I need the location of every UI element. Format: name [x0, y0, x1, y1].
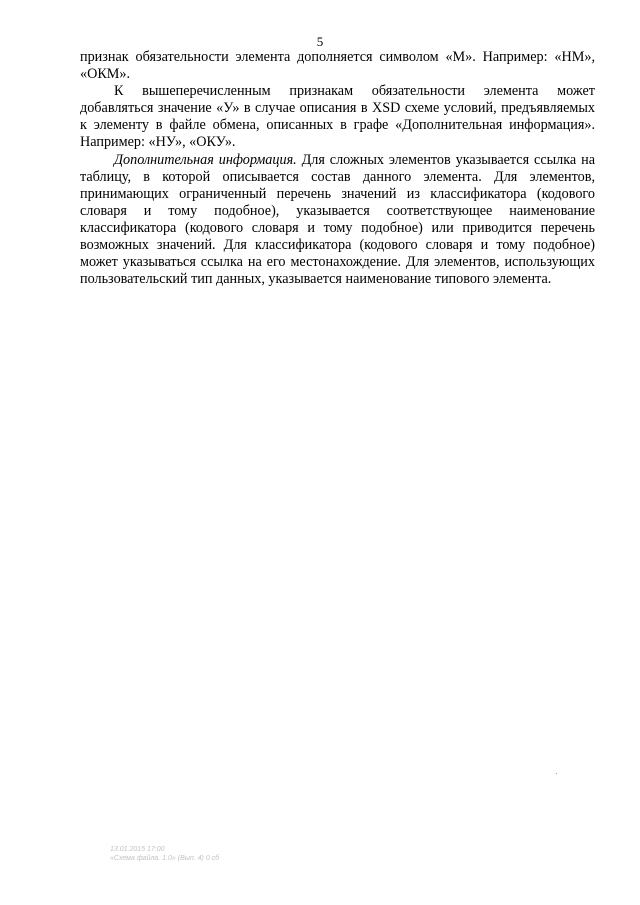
registration-stamp: [110, 845, 219, 863]
document-body: [80, 49, 595, 288]
additional-info-text: Для сложных элементов указывается ссылка на таблицу, в которой описывается состав данного элемента. Для элементов, принимающих ограниченный перечень значений из классификатора (кодового словаря и тому подобное), указывается соответствующее наименование классификатора (кодового словаря и тому подобное) или приводится перечень возможных значений. Для классификатора (кодового словаря и тому подобное) может указываться ссылка на его местонахождение. Для элементов, использующих пользовательский тип данных, указывается наименование типового элемента.: [80, 151, 595, 288]
scan-speck: [556, 773, 557, 774]
paragraph-additional-info: [80, 152, 595, 289]
page-number: 5: [316, 34, 324, 49]
stamp-line-1: 13.01.2015 17:00: [110, 846, 165, 853]
additional-info-heading: Дополнительная информация.: [114, 151, 297, 168]
paragraph-mandatory-sign: признак обязательности элемента дополняется символом «М». Например: «НМ», «ОКМ».: [80, 49, 595, 83]
paragraph-conditional-sign: К вышеперечисленным признакам обязательности элемента может добавляться значение «У» в случае описания в XSD схеме условий, предъявляемых к элементу в файле обмена, описанных в графе «Дополнительная информация». Например: «НУ», «ОКУ».: [80, 83, 595, 151]
stamp-line-2: «Схема файла. 1.0» (Вып. 4) 0 сб: [110, 855, 220, 862]
